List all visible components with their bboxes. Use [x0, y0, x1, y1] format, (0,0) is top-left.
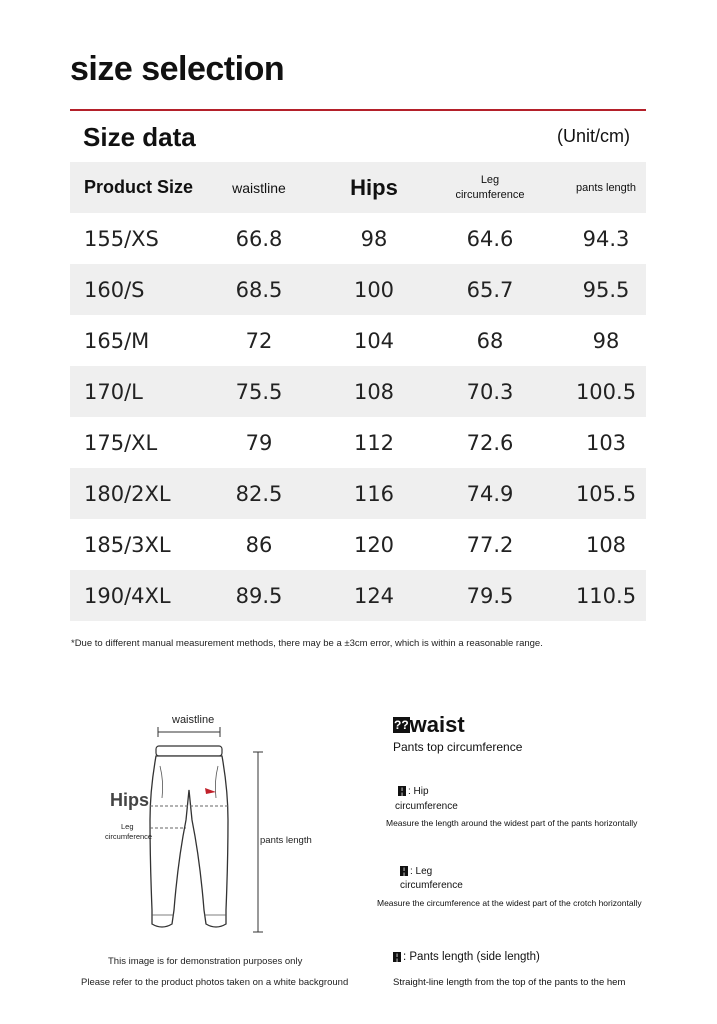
waistline-cell: 72 [245, 328, 273, 353]
leg-title: : Leg [410, 866, 433, 877]
waistline-cell: 89.5 [235, 583, 283, 608]
size-cell: 180/2XL [84, 481, 171, 506]
table-header-row [70, 162, 646, 213]
diagram-caption-line1: This image is for demonstration purposes only [108, 956, 303, 967]
pants-length-cell: 94.3 [582, 226, 630, 251]
table-row [70, 519, 646, 570]
waist-marker-icon: ?? [394, 718, 409, 732]
pants-length-cell: 98 [592, 328, 620, 353]
table-row [70, 366, 646, 417]
leg-heading-line2: circumference [400, 880, 463, 891]
table-row [70, 213, 646, 264]
pants-diagram [90, 710, 330, 950]
length-heading [393, 951, 540, 963]
waistline-cell: 68.5 [235, 277, 283, 302]
size-cell: 175/XL [84, 430, 158, 455]
leg-circumference-cell: 64.6 [466, 226, 514, 251]
waistline-cell: 82.5 [235, 481, 283, 506]
leg-circumference-cell: 68 [476, 328, 504, 353]
table-row [70, 570, 646, 621]
waistline-cell: 86 [245, 532, 273, 557]
leg-circumference-cell: 65.7 [466, 277, 514, 302]
length-description: Straight-line length from the top of the pants to the hem [393, 977, 626, 988]
size-cell: 165/M [84, 328, 150, 353]
length-title: : Pants length (side length) [403, 951, 540, 963]
leg-description: Measure the circumference at the widest part of the crotch horizontally [377, 898, 642, 908]
waistline-cell: 75.5 [235, 379, 283, 404]
column-header-leg-circumference: Leg circumference [455, 173, 525, 201]
pants-length-label: pants length [260, 835, 312, 846]
waist-description: Pants top circumference [393, 740, 523, 754]
pants-length-cell: 100.5 [575, 379, 637, 404]
hip-heading-line1 [398, 786, 429, 797]
title-divider [70, 109, 646, 111]
pants-length-cell: 103 [585, 430, 627, 455]
waistline-cell: 79 [245, 430, 273, 455]
page-title: size selection [70, 50, 285, 88]
size-table [70, 162, 646, 621]
hips-cell: 116 [353, 481, 395, 506]
leg-marker-icon: ¦ [400, 866, 408, 876]
table-row [70, 417, 646, 468]
pants-length-cell: 110.5 [575, 583, 637, 608]
leg-circumference-cell: 79.5 [466, 583, 514, 608]
leg-circumference-cell: 77.2 [466, 532, 514, 557]
leg-label-line1: Leg [121, 822, 134, 831]
size-cell: 185/3XL [84, 532, 171, 557]
column-header-waistline: waistline [232, 179, 286, 196]
table-row [70, 468, 646, 519]
length-marker-icon: ¦ [393, 952, 401, 962]
pants-length-cell: 108 [585, 532, 627, 557]
hip-description: Measure the length around the widest part of the pants horizontally [386, 818, 638, 828]
diagram-caption-line2: Please refer to the product photos taken on a white background [81, 977, 349, 988]
column-header-pants-length: pants length [576, 181, 636, 194]
waist-title: waist [409, 712, 465, 737]
leg-circumference-cell: 74.9 [466, 481, 514, 506]
leg-label-line2: circumference [105, 832, 153, 841]
table-row [70, 315, 646, 366]
hips-cell: 100 [353, 277, 395, 302]
hips-cell: 108 [353, 379, 395, 404]
hips-cell: 124 [353, 583, 395, 608]
waistline-cell: 66.8 [235, 226, 283, 251]
pants-length-cell: 95.5 [582, 277, 630, 302]
leg-circumference-cell: 72.6 [466, 430, 514, 455]
hip-marker-icon: ¦ [398, 786, 406, 796]
unit-note: (Unit/cm) [557, 126, 630, 146]
size-cell: 170/L [84, 379, 143, 404]
column-header-product-size: Product Size [84, 177, 194, 197]
leg-circumference-cell: 70.3 [466, 379, 514, 404]
hips-cell: 112 [353, 430, 395, 455]
size-data-heading: Size data [83, 122, 196, 152]
size-cell: 160/S [84, 277, 145, 302]
hips-cell: 98 [360, 226, 388, 251]
table-row [70, 264, 646, 315]
hip-title: : Hip [408, 786, 429, 797]
measurement-footnote: *Due to different manual measurement methods, there may be a ±3cm error, which is within a reasonable range. [71, 638, 543, 649]
column-header-hips: Hips [350, 174, 398, 200]
size-cell: 155/XS [84, 226, 159, 251]
hips-cell: 104 [353, 328, 395, 353]
hips-cell: 120 [353, 532, 395, 557]
hips-label: Hips [110, 790, 150, 810]
pants-length-cell: 105.5 [575, 481, 637, 506]
hip-heading-line2: circumference [395, 801, 458, 812]
waist-heading [393, 712, 465, 738]
waistline-label: waistline [172, 714, 215, 726]
size-cell: 190/4XL [84, 583, 171, 608]
leg-heading-line1 [400, 866, 432, 877]
